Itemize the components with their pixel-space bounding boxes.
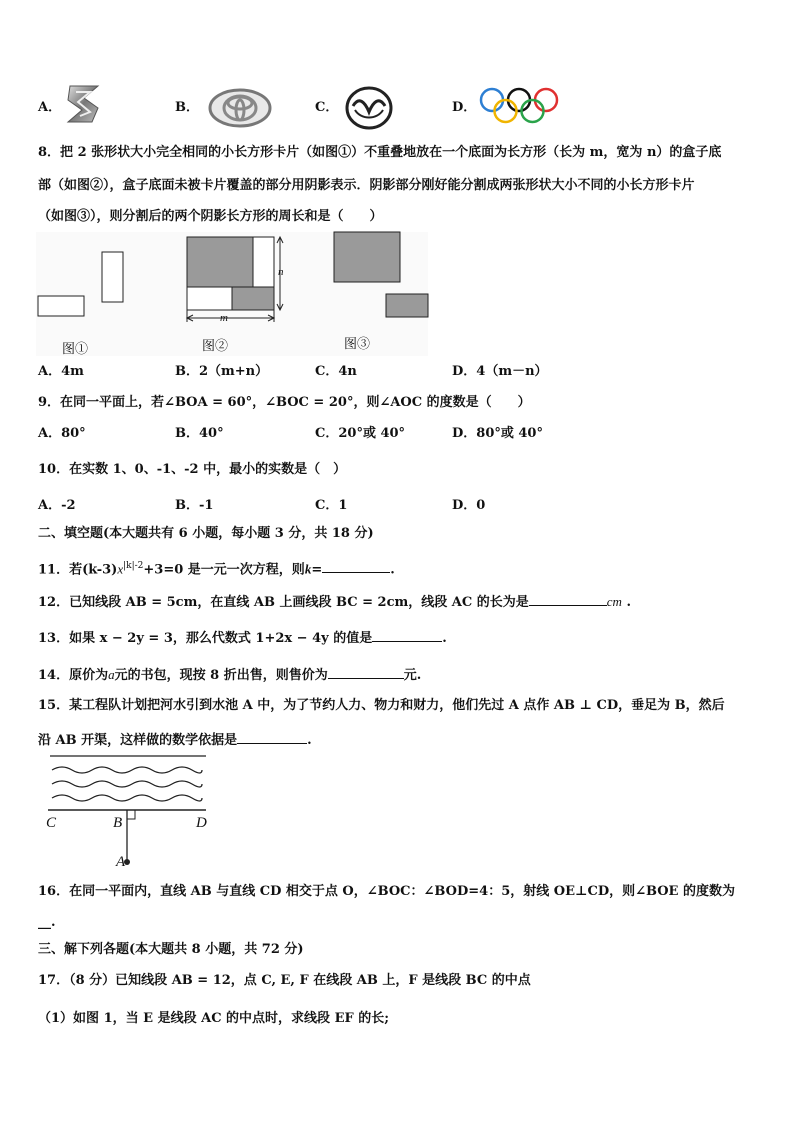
q8-line2: 部（如图②），盒子底面未被卡片覆盖的部分用阴影表示．阴影部分刚好能分割成两张形状大小不同的小长方形卡片	[38, 178, 695, 193]
q14-part-c: 元.	[403, 668, 422, 683]
mazda-logo	[345, 86, 393, 130]
shaded-top-left	[187, 237, 253, 287]
q12-end: .	[626, 595, 631, 610]
fig1-caption: 图①	[62, 342, 89, 357]
section2-heading: 二、填空题(本大题共有 6 小题，每小题 3 分，共 18 分)	[38, 526, 374, 541]
q15-answer-blank[interactable]	[237, 729, 307, 744]
label-A: A	[116, 854, 126, 870]
q10-text: 10．在实数 1、0、-1、-2 中，最小的实数是（ ）	[38, 462, 347, 477]
q10-option-c: C．1	[315, 498, 348, 513]
card-vertical	[102, 252, 123, 302]
q13-body: 13．如果 x − 2y = 3，那么代数式 1+2x − 4y 的值是	[38, 631, 373, 646]
option-letter: B．	[175, 100, 199, 115]
q8-option-c: C．4n	[315, 364, 357, 379]
shaded-large	[334, 232, 400, 282]
label-D: D	[196, 815, 207, 831]
q11-part-b: +3=0 是一元一次方程，则	[143, 562, 305, 578]
q13-text	[38, 627, 447, 649]
q12-answer-blank[interactable]	[529, 591, 607, 606]
q9-option-d: D．80°或 40°	[452, 426, 543, 441]
q9-option-c: C．20°或 40°	[315, 426, 406, 441]
q14-part-a: 14．原价为	[38, 668, 109, 683]
q7-option-c	[315, 98, 338, 118]
label-B: B	[113, 815, 123, 831]
q11-part-c: =	[311, 562, 323, 578]
section3-heading: 三、解下列各题(本大题共 8 小题，共 72 分)	[38, 942, 304, 957]
q7-option-d	[452, 98, 476, 118]
q17-line2: （1）如图 1，当 E 是线段 AC 的中点时，求线段 EF 的长;	[38, 1011, 390, 1026]
q8-option-a: A．4m	[38, 364, 84, 379]
option-letter: C．	[315, 100, 339, 115]
q9-option-a: A．80°	[38, 426, 86, 441]
option-letter: A．	[38, 100, 62, 115]
fig3-caption: 图③	[344, 337, 371, 352]
q12-body: 12．已知线段 AB = 5cm，在直线 AB 上画线段 BC = 2cm，线段 AC 的长为是	[38, 595, 529, 610]
q10-option-d: D．0	[452, 498, 486, 513]
q13-end: .	[442, 631, 447, 646]
q15-line1: 15．某工程队计划把河水引到水池 A 中，为了节约人力、物力和财力，他们先过 A 点作 AB ⊥ CD，垂足为 B，然后	[38, 698, 725, 713]
q15-body: 沿 AB 开渠，这样做的数学依据是	[38, 733, 238, 748]
label-m: m	[220, 312, 228, 324]
q8-option-b: B．2（m+n）	[175, 364, 269, 379]
q16-line2: __.	[38, 915, 56, 930]
q15-end: .	[307, 733, 312, 748]
q11-part-a: 11．若(k-3)	[38, 562, 118, 578]
q16-line1: 16．在同一平面内，直线 AB 与直线 CD 相交于点 O，∠BOC：∠BOD=4：5，射线 OE⊥CD，则∠BOE 的度数为	[38, 884, 735, 899]
river-diagram	[44, 752, 214, 872]
q11-end: .	[390, 562, 395, 578]
q11-text	[38, 556, 395, 580]
q14-part-b: 元的书包，现按 8 折出售，则售价为	[114, 668, 328, 683]
olympic-rings-logo	[478, 86, 562, 126]
q11-answer-blank[interactable]	[322, 558, 390, 573]
toyota-logo	[208, 88, 272, 128]
q13-answer-blank[interactable]	[372, 627, 442, 642]
q9-option-b: B．40°	[175, 426, 224, 441]
option-letter: D．	[452, 100, 477, 115]
q12-text	[38, 591, 631, 613]
shaded-bottom-right	[232, 287, 274, 310]
q17-line1: 17．（8 分）已知线段 AB = 12，点 C, E, F 在线段 AB 上，F 是线段 BC 的中点	[38, 973, 531, 988]
q9-text: 9．在同一平面上，若∠BOA = 60°，∠BOC = 20°，则∠AOC 的度数是（ ）	[38, 395, 531, 410]
card-right	[253, 237, 274, 287]
q10-option-b: B．-1	[175, 498, 214, 513]
q11-k: k	[304, 561, 312, 577]
q8-option-d: D．4（m－n）	[452, 364, 548, 379]
q7-option-a	[38, 98, 61, 118]
suzuki-logo	[62, 82, 106, 126]
q12-unit: cm	[606, 594, 622, 609]
q14-text	[38, 664, 421, 686]
q11-exponent: |k|-2	[123, 561, 144, 571]
card-horizontal	[38, 296, 84, 316]
q8-line3: （如图③），则分割后的两个阴影长方形的周长和是（ ）	[38, 209, 383, 224]
q8-line1: 8．把 2 张形状大小完全相同的小长方形卡片（如图①）不重叠地放在一个底面为长方形（长为 m，宽为 n）的盒子底	[38, 145, 722, 160]
label-C: C	[46, 815, 57, 831]
q7-option-b	[175, 98, 199, 118]
q14-var: a	[108, 667, 115, 682]
card-bottom	[187, 287, 232, 310]
shaded-small	[386, 294, 428, 317]
q14-answer-blank[interactable]	[328, 664, 404, 679]
q10-option-a: A．-2	[38, 498, 76, 513]
label-n: n	[278, 266, 284, 278]
q15-line2	[38, 729, 312, 751]
fig2-caption: 图②	[202, 339, 229, 354]
q11-x: x	[117, 561, 124, 577]
